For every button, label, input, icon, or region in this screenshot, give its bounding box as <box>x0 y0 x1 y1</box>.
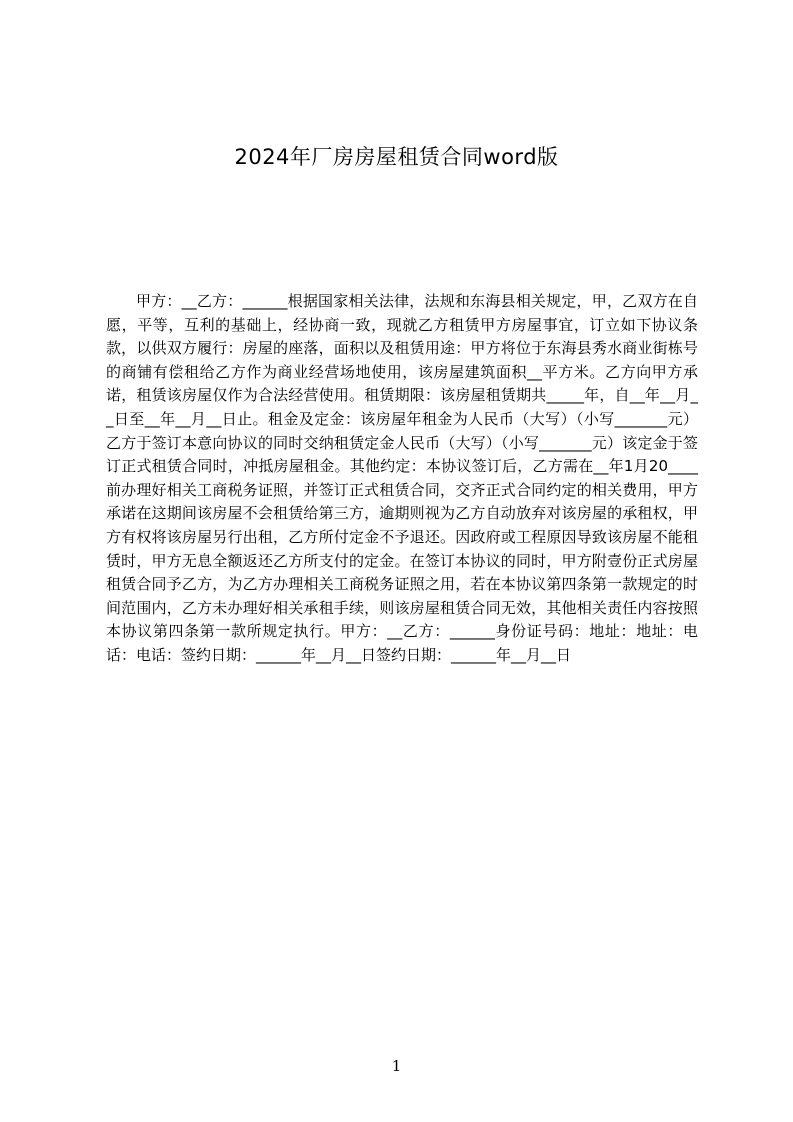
contract-body-text: 甲方：__乙方：______根据国家相关法律，法规和东海县相关规定，甲，乙双方在自愿，平等，互利的基础上，经协商一致，现就乙方租赁甲方房屋事宜，订立如下协议条款，以供双方履行：房屋的座落，面积以及租赁用途：甲方将位于东海县秀水商业街栋号的商铺有偿租给乙方作为商业经营场地使用，该房屋建筑面积__平方米。乙方向甲方承诺，租赁该房屋仅作为合法经营使用。租赁期限：该房屋租赁期共_____年，自__年__月__日至__年__月__日止。租金及定金：该房屋年租金为人民币（大写）（小写_______元）乙方于签订本意向协议的同时交纳租赁定金人民币（大写）（小写_______元）该定金于签订正式租赁合同时，冲抵房屋租金。其他约定：本协议签订后，乙方需在__年1月20____前办理好相关工商税务证照，并签订正式租赁合同，交齐正式合同约定的相关费用，甲方承诺在这期间该房屋不会租赁给第三方，逾期则视为乙方自动放弃对该房屋的承租权，甲方有权将该房屋另行出租，乙方所付定金不予退还。因政府或工程原因导致该房屋不能租赁时，甲方无息全额返还乙方所支付的定金。在签订本协议的同时，甲方附壹份正式房屋租赁合同予乙方，为乙方办理相关工商税务证照之用，若在本协议第四条第一款规定的时间范围内，乙方未办理好相关承租手续，则该房屋租赁合同无效，其他相关责任内容按照本协议第四条第一款所规定执行。甲方：__乙方：______身份证号码：地址：地址：电话：电话：签约日期：______年__月__日签约日期：______年__月__日 <box>106 292 698 664</box>
page-number: 1 <box>391 1057 402 1075</box>
document-title: 2024年厂房房屋租赁合同word版 <box>234 145 559 169</box>
